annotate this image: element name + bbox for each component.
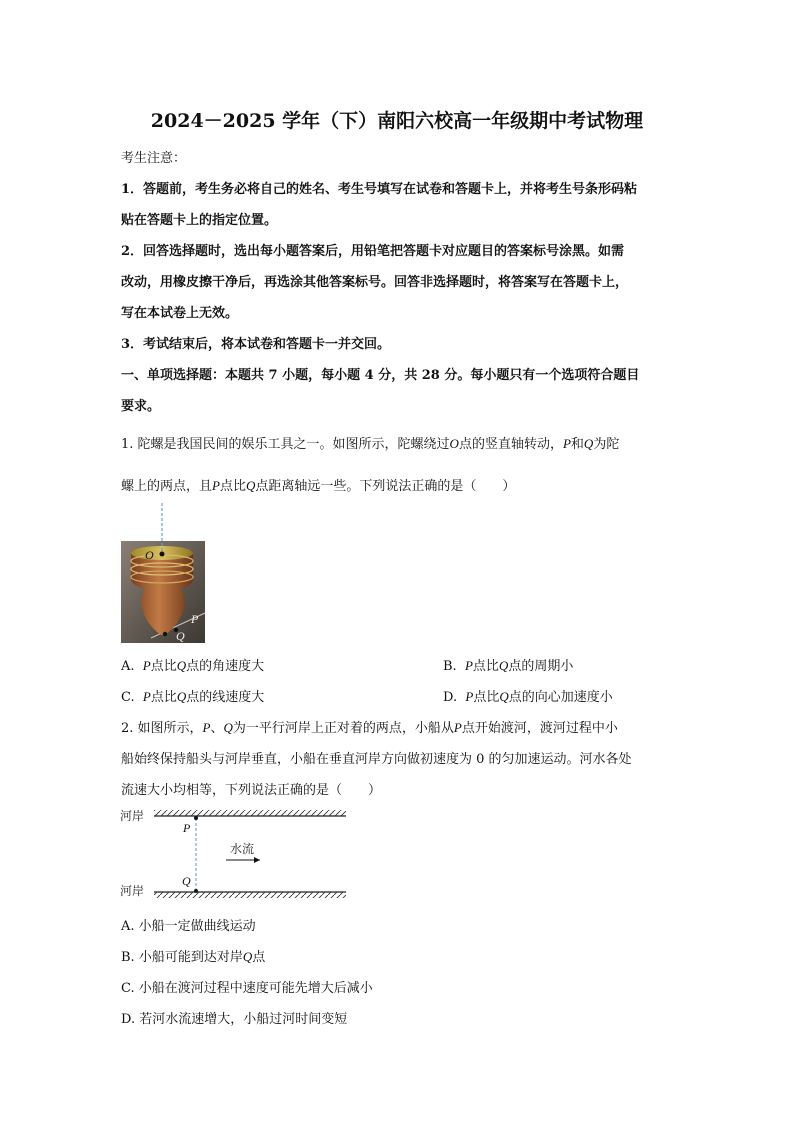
var-Q: Q <box>583 436 594 451</box>
bank-top-label: 河岸 <box>120 809 145 823</box>
label-O: O <box>145 548 154 562</box>
spinning-top-figure <box>121 503 207 645</box>
point-Q-dot <box>163 632 167 636</box>
point-O-dot <box>160 552 165 557</box>
var-O: O <box>449 436 459 451</box>
q2-stem-line-3: 流速大小均相等，下列说法正确的是（ ） <box>121 783 382 798</box>
q1-option-b[interactable]: B. P点比Q点的周期小 <box>443 658 574 674</box>
bank-top-hatch <box>154 810 346 816</box>
q2-stem-line-2: 船始终保持船头与河岸垂直，小船在垂直河岸方向做初速度为 0 的匀加速运动。河水各处 <box>121 752 632 767</box>
bank-bottom-label: 河岸 <box>120 884 145 898</box>
q1-stem-line-1: 1. 陀螺是我国民间的娱乐工具之一。如图所示，陀螺绕过O点的竖直轴转动，P和Q为陀 <box>121 436 620 452</box>
bank-bottom-hatch <box>154 892 346 898</box>
q2-option-b[interactable]: B. 小船可能到达对岸Q点 <box>121 949 266 965</box>
notice-line-6: 3．考试结束后，将本试卷和答题卡一并交回。 <box>121 337 391 352</box>
notice-line-3: 2．回答选择题时，选出每小题答案后，用铅笔把答题卡对应题目的答案标号涂黑。如需 <box>121 244 625 259</box>
q1-option-c[interactable]: C. P点比Q点的线速度大 <box>121 689 265 705</box>
river-figure <box>118 805 350 901</box>
notice-line-2: 贴在答题卡上的指定位置。 <box>121 213 278 228</box>
label-P: P <box>191 612 199 626</box>
q2-stem-line-1: 2. 如图所示，P、Q为一平行河岸上正对着的两点，小船从P点开始渡河，渡河过程中小 <box>121 720 618 736</box>
label-Q: Q <box>182 874 191 888</box>
exam-title: 2024－2025 学年（下）南阳六校高一年级期中考试物理 <box>150 110 644 132</box>
q1-option-a[interactable]: A. P点比Q点的角速度大 <box>121 658 265 674</box>
section-heading-cont: 要求。 <box>121 399 161 414</box>
flow-label: 水流 <box>230 842 255 856</box>
label-P: P <box>183 821 191 835</box>
section-heading: 一、单项选择题：本题共 7 小题，每小题 4 分，共 28 分。每小题只有一个选项符合题目 <box>121 368 640 383</box>
flow-arrow-head <box>254 857 260 863</box>
var-P: P <box>562 436 571 451</box>
q2-option-d[interactable]: D. 若河水流速增大，小船过河时间变短 <box>121 1012 348 1027</box>
q2-option-c[interactable]: C. 小船在渡河过程中速度可能先增大后减小 <box>121 981 373 996</box>
q2-option-a[interactable]: A. 小船一定做曲线运动 <box>121 919 256 934</box>
notice-line-5: 写在本试卷上无效。 <box>121 306 239 321</box>
notice-heading: 考生注意： <box>121 151 187 166</box>
notice-line-4: 改动，用橡皮擦干净后，再选涂其他答案标号。回答非选择题时，将答案写在答题卡上， <box>121 275 629 290</box>
point-P-dot <box>194 816 198 820</box>
notice-line-1: 1．答题前，考生务必将自己的姓名、考生号填写在试卷和答题卡上，并将考生号条形码粘 <box>121 182 638 197</box>
q1-option-d[interactable]: D. P点比Q点的向心加速度小 <box>443 689 613 705</box>
label-Q: Q <box>176 629 185 643</box>
q1-stem-line-2: 螺上的两点，且P点比Q点距离轴远一些。下列说法正确的是（ ） <box>121 478 516 494</box>
